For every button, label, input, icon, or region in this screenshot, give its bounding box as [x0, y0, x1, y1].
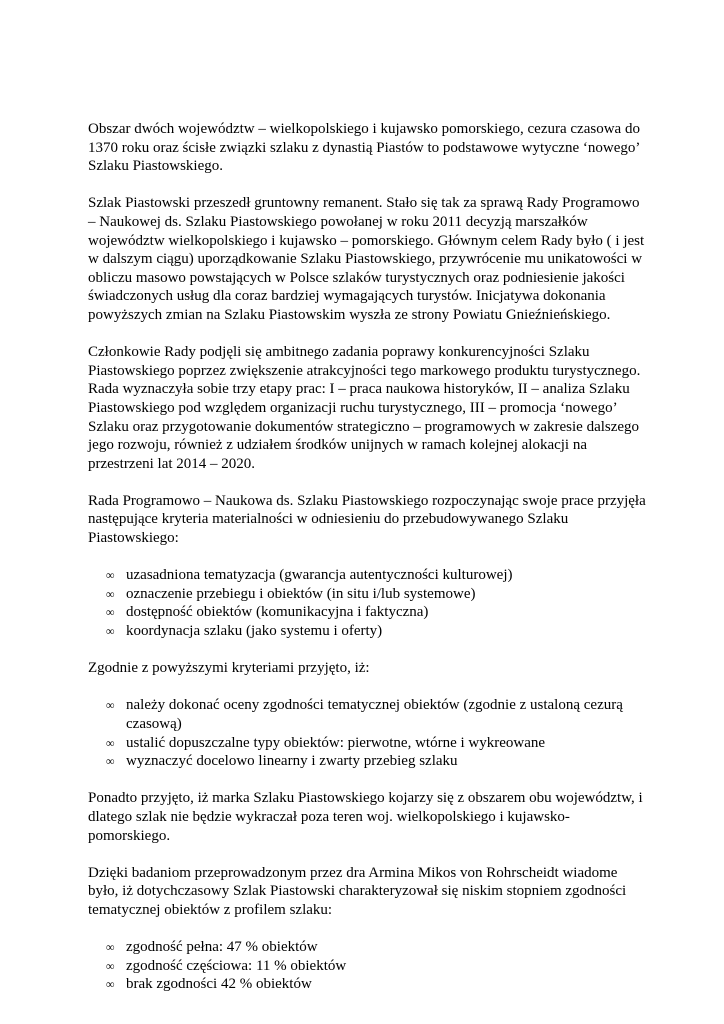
- list-item-text: dostępność obiektów (komunikacyjna i faktyczna): [126, 604, 429, 621]
- actions-list: [88, 696, 648, 770]
- list-item: [88, 957, 648, 976]
- list-item: [88, 585, 648, 604]
- list-item: [88, 938, 648, 957]
- list-item-text: wyznaczyć docelowo linearny i zwarty przebieg szlaku: [126, 753, 458, 770]
- infinity-bullet-icon: ∞: [106, 977, 115, 992]
- paragraph-research: Dzięki badaniom przeprowadzonym przez dra Armina Mikos von Rohrscheidt wiadome było, iż dotychczasowy Szlak Piastowski charakteryzował się niskim stopniem zgodności tematycznej obiektów z profilem szlaku:: [88, 864, 627, 918]
- list-item-text: oznaczenie przebiegu i obiektów (in situ i/lub systemowe): [126, 585, 476, 602]
- infinity-bullet-icon: ∞: [106, 735, 115, 750]
- infinity-bullet-icon: ∞: [106, 958, 115, 973]
- list-item: [88, 734, 648, 753]
- list-item-text: uzasadniona tematyzacja (gwarancja autentyczności kulturowej): [126, 567, 513, 584]
- paragraph-members: Członkowie Rady podjęli się ambitnego zadania poprawy konkurencyjności Szlaku Piastowskiego poprzez zwiększenie atrakcyjności tego markowego produktu turystycznego. Rada wyznaczyła sobie trzy etapy prac: I – praca naukowa historyków, II – analiza Szlaku Piastowskiego pod względem organizacji ruchu turystycznego, III – promocja ‘nowego’ Szlaku oraz przygotowanie dokumentów strategiczno – programowych w zakresie dalszego jego rozwoju, również z udziałem środków unijnych w ramach kolejnej alokacji na przestrzeni lat 2014 – 2020.: [88, 344, 641, 472]
- paragraph-remanent: Szlak Piastowski przeszedł gruntowny remanent. Stało się tak za sprawą Rady Programowo – Naukowej ds. Szlaku Piastowskiego powołanej w roku 2011 decyzją marszałków województw wielkopolskiego i kujawsko – pomorskiego. Głównym celem Rady było ( i jest w dalszym ciągu) uporządkowanie Szlaku Piastowskiego, przywrócenie mu unikatowości w obliczu masowo powstających w Polsce szlaków turystycznych oraz podniesienie jakości świadczonych usług dla coraz bardziej wymagających turystów. Inicjatywa dokonania powyższych zmian na Szlaku Piastowskim wyszła ze strony Powiatu Gnieźnieńskiego.: [88, 195, 645, 323]
- paragraph-accepted: Zgodnie z powyższymi kryteriami przyjęto, iż:: [88, 660, 370, 677]
- list-item: [88, 696, 648, 733]
- infinity-bullet-icon: ∞: [106, 940, 115, 955]
- list-item: [88, 752, 648, 771]
- list-item-text: brak zgodności 42 % obiektów: [126, 976, 312, 993]
- infinity-bullet-icon: ∞: [106, 605, 115, 620]
- list-item-text: zgodność częściowa: 11 % obiektów: [126, 957, 347, 974]
- list-item: [88, 603, 648, 622]
- infinity-bullet-icon: ∞: [106, 586, 115, 601]
- list-item: [88, 975, 648, 994]
- criteria-list: [88, 566, 648, 640]
- stats-list: [88, 938, 648, 994]
- list-item-text: koordynacja szlaku (jako systemu i oferty): [126, 623, 383, 640]
- infinity-bullet-icon: ∞: [106, 568, 115, 583]
- paragraph-brand: Ponadto przyjęto, iż marka Szlaku Piastowskiego kojarzy się z obszarem obu województw, i dlatego szlak nie będzie wykraczał poza teren woj. wielkopolskiego i kujawsko-pomorskiego.: [88, 790, 643, 844]
- document-page: [88, 120, 648, 1013]
- list-item-text: należy dokonać oceny zgodności tematycznej obiektów (zgodnie z ustaloną cezurą czasową): [126, 697, 623, 732]
- paragraph-criteria-intro: Rada Programowo – Naukowa ds. Szlaku Piastowskiego rozpoczynając swoje prace przyjęła następujące kryteria materialności w odniesieniu do przebudowywanego Szlaku Piastowskiego:: [88, 492, 646, 547]
- list-item: [88, 566, 648, 585]
- list-item: [88, 622, 648, 641]
- paragraph-intro: Obszar dwóch województw – wielkopolskiego i kujawsko pomorskiego, cezura czasowa do 1370 roku oraz ścisłe związki szlaku z dynastią Piastów to podstawowe wytyczne ‘nowego’ Szlaku Piastowskiego.: [88, 121, 640, 175]
- infinity-bullet-icon: ∞: [106, 754, 115, 769]
- list-item-text: ustalić dopuszczalne typy obiektów: pierwotne, wtórne i wykreowane: [126, 734, 546, 751]
- infinity-bullet-icon: ∞: [106, 624, 115, 639]
- list-item-text: zgodność pełna: 47 % obiektów: [126, 939, 318, 956]
- infinity-bullet-icon: ∞: [106, 698, 115, 713]
